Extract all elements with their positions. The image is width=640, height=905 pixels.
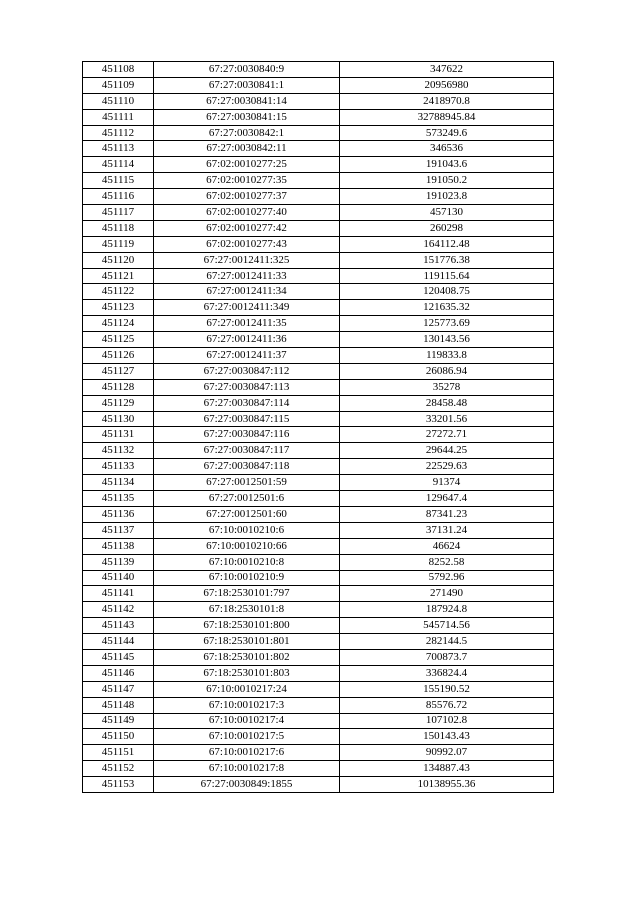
- cadastral-number-cell: 67:27:0030840:9: [154, 62, 340, 78]
- row-number-cell: 451108: [83, 62, 154, 78]
- table-row: [83, 125, 554, 141]
- row-number-cell: 451152: [83, 761, 154, 777]
- cadastral-number-cell: 67:27:0030847:117: [154, 443, 340, 459]
- cadastral-value-cell: 191050.2: [340, 173, 554, 189]
- cadastral-value-cell: 191043.6: [340, 157, 554, 173]
- table-row: [83, 713, 554, 729]
- cadastral-number-cell: 67:18:2530101:797: [154, 586, 340, 602]
- row-number-cell: 451110: [83, 93, 154, 109]
- table-row: [83, 363, 554, 379]
- row-number-cell: 451122: [83, 284, 154, 300]
- table-row: [83, 729, 554, 745]
- cadastral-number-cell: 67:10:0010210:66: [154, 538, 340, 554]
- table-row: [83, 649, 554, 665]
- cadastral-number-cell: 67:27:0012411:37: [154, 348, 340, 364]
- cadastral-value-cell: 10138955.36: [340, 777, 554, 793]
- table-row: [83, 316, 554, 332]
- cadastral-value-cell: 90992.07: [340, 745, 554, 761]
- cadastral-number-cell: 67:27:0012411:33: [154, 268, 340, 284]
- cadastral-value-cell: 125773.69: [340, 316, 554, 332]
- cadastral-value-cell: 130143.56: [340, 332, 554, 348]
- row-number-cell: 451144: [83, 634, 154, 650]
- table-row: [83, 459, 554, 475]
- table-row: [83, 109, 554, 125]
- table-body: [83, 62, 554, 793]
- cadastral-number-cell: 67:27:0012411:35: [154, 316, 340, 332]
- cadastral-number-cell: 67:02:0010277:40: [154, 205, 340, 221]
- row-number-cell: 451128: [83, 379, 154, 395]
- cadastral-value-cell: 29644.25: [340, 443, 554, 459]
- cadastral-value-cell: 87341.23: [340, 506, 554, 522]
- cadastral-number-cell: 67:27:0012501:6: [154, 491, 340, 507]
- table-row: [83, 634, 554, 650]
- table-row: [83, 570, 554, 586]
- cadastral-number-cell: 67:18:2530101:803: [154, 665, 340, 681]
- table-row: [83, 745, 554, 761]
- cadastral-number-cell: 67:27:0030847:112: [154, 363, 340, 379]
- row-number-cell: 451125: [83, 332, 154, 348]
- cadastral-number-cell: 67:18:2530101:801: [154, 634, 340, 650]
- cadastral-value-cell: 150143.43: [340, 729, 554, 745]
- cadastral-number-cell: 67:10:0010217:24: [154, 681, 340, 697]
- cadastral-number-cell: 67:02:0010277:25: [154, 157, 340, 173]
- cadastral-number-cell: 67:27:0030847:115: [154, 411, 340, 427]
- cadastral-number-cell: 67:27:0030847:116: [154, 427, 340, 443]
- cadastral-value-cell: 119115.64: [340, 268, 554, 284]
- cadastral-number-cell: 67:18:2530101:8: [154, 602, 340, 618]
- cadastral-value-cell: 151776.38: [340, 252, 554, 268]
- row-number-cell: 451129: [83, 395, 154, 411]
- cadastral-number-cell: 67:10:0010217:8: [154, 761, 340, 777]
- cadastral-number-cell: 67:27:0030847:113: [154, 379, 340, 395]
- table-row: [83, 475, 554, 491]
- cadastral-value-cell: 46624: [340, 538, 554, 554]
- cadastral-value-cell: 28458.48: [340, 395, 554, 411]
- row-number-cell: 451121: [83, 268, 154, 284]
- table-row: [83, 268, 554, 284]
- cadastral-number-cell: 67:27:0030847:114: [154, 395, 340, 411]
- table-row: [83, 681, 554, 697]
- row-number-cell: 451138: [83, 538, 154, 554]
- table-row: [83, 77, 554, 93]
- cadastral-value-cell: 32788945.84: [340, 109, 554, 125]
- cadastral-number-cell: 67:27:0012411:325: [154, 252, 340, 268]
- table-row: [83, 665, 554, 681]
- row-number-cell: 451141: [83, 586, 154, 602]
- cadastral-value-cell: 120408.75: [340, 284, 554, 300]
- row-number-cell: 451151: [83, 745, 154, 761]
- table-row: [83, 411, 554, 427]
- row-number-cell: 451134: [83, 475, 154, 491]
- cadastral-value-cell: 91374: [340, 475, 554, 491]
- cadastral-value-cell: 119833.8: [340, 348, 554, 364]
- row-number-cell: 451127: [83, 363, 154, 379]
- cadastral-value-cell: 191023.8: [340, 189, 554, 205]
- cadastral-number-cell: 67:18:2530101:800: [154, 618, 340, 634]
- cadastral-value-cell: 33201.56: [340, 411, 554, 427]
- cadastral-number-cell: 67:27:0012411:34: [154, 284, 340, 300]
- table-row: [83, 300, 554, 316]
- cadastral-value-cell: 107102.8: [340, 713, 554, 729]
- row-number-cell: 451142: [83, 602, 154, 618]
- cadastral-number-cell: 67:27:0030849:1855: [154, 777, 340, 793]
- table-row: [83, 427, 554, 443]
- cadastral-value-cell: 700873.7: [340, 649, 554, 665]
- table-row: [83, 777, 554, 793]
- cadastral-value-cell: 20956980: [340, 77, 554, 93]
- cadastral-number-cell: 67:02:0010277:37: [154, 189, 340, 205]
- cadastral-value-cell: 260298: [340, 220, 554, 236]
- row-number-cell: 451123: [83, 300, 154, 316]
- row-number-cell: 451130: [83, 411, 154, 427]
- table-row: [83, 157, 554, 173]
- row-number-cell: 451115: [83, 173, 154, 189]
- cadastral-number-cell: 67:02:0010277:35: [154, 173, 340, 189]
- row-number-cell: 451135: [83, 491, 154, 507]
- cadastral-value-table: [82, 61, 554, 793]
- row-number-cell: 451126: [83, 348, 154, 364]
- cadastral-number-cell: 67:27:0012501:59: [154, 475, 340, 491]
- cadastral-value-cell: 134887.43: [340, 761, 554, 777]
- row-number-cell: 451114: [83, 157, 154, 173]
- table-row: [83, 618, 554, 634]
- row-number-cell: 451137: [83, 522, 154, 538]
- cadastral-value-cell: 8252.58: [340, 554, 554, 570]
- row-number-cell: 451111: [83, 109, 154, 125]
- cadastral-number-cell: 67:27:0030842:1: [154, 125, 340, 141]
- cadastral-number-cell: 67:10:0010210:8: [154, 554, 340, 570]
- table-row: [83, 506, 554, 522]
- cadastral-number-cell: 67:27:0030841:14: [154, 93, 340, 109]
- cadastral-value-cell: 5792.96: [340, 570, 554, 586]
- row-number-cell: 451118: [83, 220, 154, 236]
- cadastral-number-cell: 67:27:0012501:60: [154, 506, 340, 522]
- row-number-cell: 451140: [83, 570, 154, 586]
- row-number-cell: 451148: [83, 697, 154, 713]
- row-number-cell: 451150: [83, 729, 154, 745]
- cadastral-value-cell: 457130: [340, 205, 554, 221]
- cadastral-value-cell: 2418970.8: [340, 93, 554, 109]
- row-number-cell: 451145: [83, 649, 154, 665]
- row-number-cell: 451124: [83, 316, 154, 332]
- table-row: [83, 284, 554, 300]
- row-number-cell: 451131: [83, 427, 154, 443]
- row-number-cell: 451132: [83, 443, 154, 459]
- cadastral-number-cell: 67:02:0010277:43: [154, 236, 340, 252]
- row-number-cell: 451119: [83, 236, 154, 252]
- cadastral-number-cell: 67:27:0030841:1: [154, 77, 340, 93]
- cadastral-value-cell: 155190.52: [340, 681, 554, 697]
- table-row: [83, 395, 554, 411]
- cadastral-value-cell: 187924.8: [340, 602, 554, 618]
- table-row: [83, 697, 554, 713]
- cadastral-number-cell: 67:10:0010217:6: [154, 745, 340, 761]
- row-number-cell: 451149: [83, 713, 154, 729]
- table-row: [83, 522, 554, 538]
- cadastral-number-cell: 67:10:0010217:3: [154, 697, 340, 713]
- table-row: [83, 173, 554, 189]
- cadastral-value-cell: 129647.4: [340, 491, 554, 507]
- cadastral-number-cell: 67:02:0010277:42: [154, 220, 340, 236]
- cadastral-value-cell: 573249.6: [340, 125, 554, 141]
- table-row: [83, 554, 554, 570]
- table-row: [83, 205, 554, 221]
- cadastral-number-cell: 67:27:0012411:36: [154, 332, 340, 348]
- table-row: [83, 348, 554, 364]
- row-number-cell: 451133: [83, 459, 154, 475]
- cadastral-number-cell: 67:27:0030841:15: [154, 109, 340, 125]
- row-number-cell: 451146: [83, 665, 154, 681]
- cadastral-number-cell: 67:27:0030842:11: [154, 141, 340, 157]
- cadastral-number-cell: 67:10:0010210:9: [154, 570, 340, 586]
- cadastral-value-cell: 22529.63: [340, 459, 554, 475]
- row-number-cell: 451147: [83, 681, 154, 697]
- cadastral-value-cell: 26086.94: [340, 363, 554, 379]
- cadastral-value-cell: 336824.4: [340, 665, 554, 681]
- row-number-cell: 451139: [83, 554, 154, 570]
- cadastral-number-cell: 67:27:0012411:349: [154, 300, 340, 316]
- row-number-cell: 451120: [83, 252, 154, 268]
- row-number-cell: 451113: [83, 141, 154, 157]
- cadastral-value-cell: 27272.71: [340, 427, 554, 443]
- table-row: [83, 332, 554, 348]
- row-number-cell: 451117: [83, 205, 154, 221]
- cadastral-number-cell: 67:18:2530101:802: [154, 649, 340, 665]
- table-row: [83, 379, 554, 395]
- cadastral-number-cell: 67:27:0030847:118: [154, 459, 340, 475]
- table-row: [83, 189, 554, 205]
- cadastral-value-cell: 347622: [340, 62, 554, 78]
- table-row: [83, 491, 554, 507]
- row-number-cell: 451143: [83, 618, 154, 634]
- table-row: [83, 602, 554, 618]
- cadastral-value-cell: 545714.56: [340, 618, 554, 634]
- table-row: [83, 141, 554, 157]
- cadastral-number-cell: 67:10:0010217:4: [154, 713, 340, 729]
- table-row: [83, 220, 554, 236]
- row-number-cell: 451116: [83, 189, 154, 205]
- row-number-cell: 451109: [83, 77, 154, 93]
- table-row: [83, 236, 554, 252]
- cadastral-number-cell: 67:10:0010217:5: [154, 729, 340, 745]
- table-row: [83, 252, 554, 268]
- cadastral-value-cell: 346536: [340, 141, 554, 157]
- row-number-cell: 451153: [83, 777, 154, 793]
- cadastral-value-cell: 271490: [340, 586, 554, 602]
- cadastral-value-cell: 282144.5: [340, 634, 554, 650]
- cadastral-number-cell: 67:10:0010210:6: [154, 522, 340, 538]
- table-row: [83, 586, 554, 602]
- table-row: [83, 443, 554, 459]
- table-row: [83, 93, 554, 109]
- table-row: [83, 761, 554, 777]
- cadastral-value-cell: 121635.32: [340, 300, 554, 316]
- row-number-cell: 451112: [83, 125, 154, 141]
- table-row: [83, 538, 554, 554]
- cadastral-value-cell: 37131.24: [340, 522, 554, 538]
- cadastral-value-cell: 164112.48: [340, 236, 554, 252]
- row-number-cell: 451136: [83, 506, 154, 522]
- cadastral-value-cell: 35278: [340, 379, 554, 395]
- cadastral-value-cell: 85576.72: [340, 697, 554, 713]
- table-row: [83, 62, 554, 78]
